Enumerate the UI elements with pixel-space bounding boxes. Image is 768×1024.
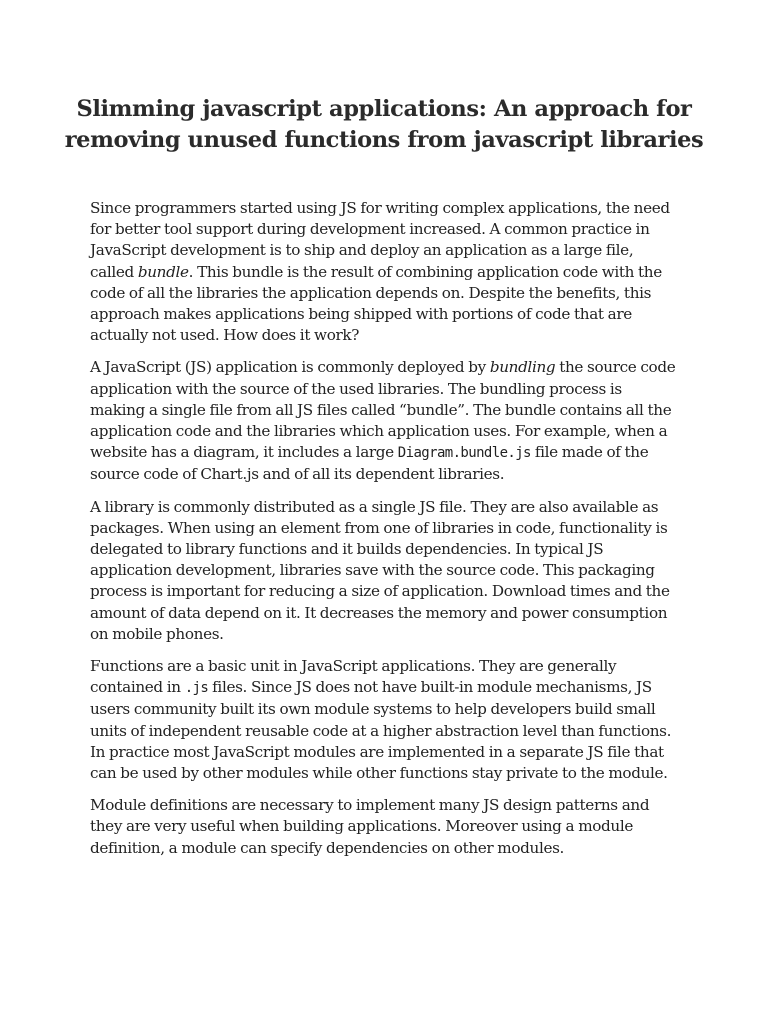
text-run: file made of the source code of Chart.js and of all its dependent libraries. xyxy=(90,443,649,484)
paragraph-1 xyxy=(90,198,680,346)
text-run: Module definitions are necessary to implement many JS design patterns and they are very useful when building applications. Moreover using a module definition, a module can specify dependencies on other modules. xyxy=(90,796,650,857)
text-run: files. Since JS does not have built-in module mechanisms, JS users community built its own module systems to help developers build small units of independent reusable code at a higher abstraction level than functions. In practice most JavaScript modules are implemented in a separate JS file that can be used by other modules while other functions stay private to the module. xyxy=(90,678,672,783)
text-run: Functions are a basic unit in JavaScript applications. They are generally contained in xyxy=(90,657,617,697)
inline-code-extension: .js xyxy=(184,680,209,697)
text-run: . This bundle is the result of combining application code with the code of all the libraries the application depends on. Despite the benefits, this approach makes applications being shipped with portions of code that are actually not used. How does it work? xyxy=(90,262,662,345)
text-run: Since programmers started using JS for writing complex applications, the need for better tool support during development increased. A common practice in JavaScript development is to ship and deploy an application as a large file, called xyxy=(90,199,670,281)
text-run: A JavaScript (JS) application is commonly deployed by xyxy=(90,358,490,377)
text-run: the source code application with the source of the used libraries. The bundling process is making a single file from all JS files called “bundle”. The bundle contains all the application code and the libraries which application uses. For example, when a website has a diagram, it includes a large xyxy=(90,358,676,462)
document-body xyxy=(90,198,680,870)
text-run: A library is commonly distributed as a single JS file. They are also available as packages. When using an element from one of libraries in code, functionality is delegated to library functions and it builds dependencies. In typical JS application development, libraries save with the source code. This packaging process is important for reducing a size of application. Download times and the amount of data depend on it. It decreases the memory and power consumption on mobile phones. xyxy=(90,497,670,643)
paragraph-2 xyxy=(90,357,680,485)
inline-code-filename: Diagram.bundle.js xyxy=(397,445,531,462)
paragraph-5 xyxy=(90,795,680,859)
paragraph-4 xyxy=(90,656,680,784)
paragraph-3 xyxy=(90,497,680,645)
emphasis-bundling: bundling xyxy=(489,358,556,377)
document-title: Slimming javascript applications: An approach for removing unused functions from javascript libraries xyxy=(64,96,704,153)
emphasis-bundle: bundle xyxy=(137,262,189,281)
